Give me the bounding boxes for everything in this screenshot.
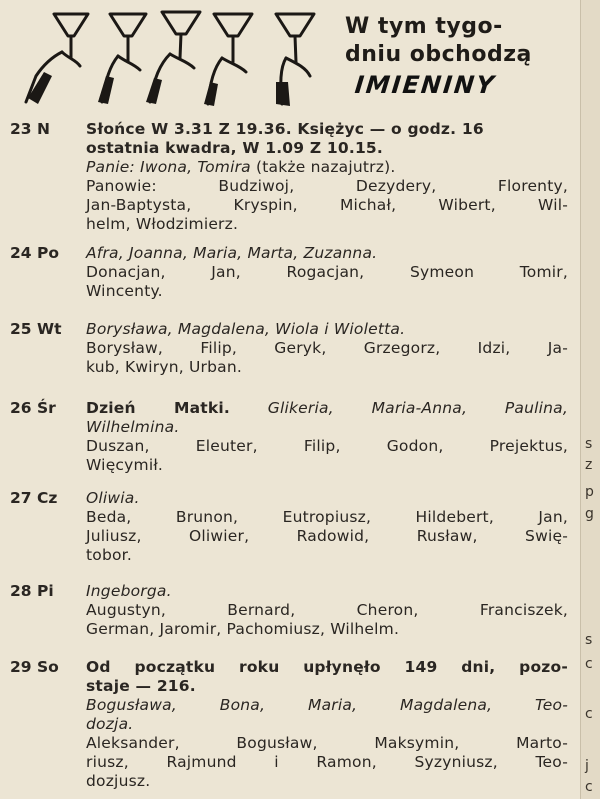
entry-line <box>86 215 568 234</box>
entry-text: dozjusz. <box>86 772 151 790</box>
entry-line <box>86 582 568 601</box>
entry-line <box>86 120 568 139</box>
day-label: 23 N <box>10 120 50 138</box>
header-line-1: W tym tygo- <box>345 14 503 39</box>
entry-line <box>86 244 568 263</box>
day-label: 24 Po <box>10 244 59 262</box>
entry-line <box>86 546 568 565</box>
entry-line <box>86 734 568 753</box>
day-label: 28 Pi <box>10 582 54 600</box>
entry-line <box>86 358 568 377</box>
entry-text: Panie: Iwona, Tomira <box>86 158 251 176</box>
entry-line <box>86 696 568 715</box>
day-label: 27 Cz <box>10 489 58 507</box>
entry-text: Oliwia. <box>86 489 140 507</box>
entry-text: Słońce W 3.31 Z 19.36. Księżyc — o godz. 16 <box>86 120 484 138</box>
day-label: 26 Śr <box>10 399 56 417</box>
entry-line <box>86 177 568 196</box>
entry-line <box>86 489 568 508</box>
entry-text: Borysława, Magdalena, Wiola i Wioletta. <box>86 320 406 338</box>
entry-text: staje — 216. <box>86 677 196 695</box>
entry-text: Dzień Matki. <box>86 399 230 417</box>
entry-line <box>86 320 568 339</box>
adjacent-column-edge <box>580 0 600 799</box>
entry-line <box>86 399 568 418</box>
entry-text: Bogusława, Bona, Maria, Magdalena, Teo- <box>86 696 568 714</box>
entry-line <box>86 601 568 620</box>
adjacent-column-letter: c <box>585 779 593 795</box>
entry-text: kub, Kwiryn, Urban. <box>86 358 242 376</box>
entry-line <box>86 437 568 456</box>
entry-text: helm, Włodzimierz. <box>86 215 239 233</box>
day-entry <box>10 399 570 475</box>
entry-text: Donacjan, Jan, Rogacjan, Symeon Tomir, <box>86 263 568 281</box>
entry-text: Od początku roku upłynęło 149 dni, pozo- <box>86 658 568 676</box>
entry-text: Beda, Brunon, Eutropiusz, Hildebert, Jan, <box>86 508 568 526</box>
adjacent-column-letter: j <box>585 758 589 774</box>
entry-line <box>86 658 568 677</box>
entry-text: Panowie: Budziwoj, Dezydery, Florenty, <box>86 177 568 195</box>
adjacent-column-letter: p <box>585 484 594 500</box>
entry-line <box>86 620 568 639</box>
entry-line <box>86 456 568 475</box>
entry-text: riusz, Rajmund i Ramon, Syzyniusz, Teo- <box>86 753 568 771</box>
entry-text: Duszan, Eleuter, Filip, Godon, Prejektus, <box>86 437 568 455</box>
entry-text: dozja. <box>86 715 134 733</box>
adjacent-column-letter: c <box>585 656 593 672</box>
adjacent-column-letter: c <box>585 706 593 722</box>
day-entry <box>10 120 570 234</box>
entry-line <box>86 753 568 772</box>
entry-text: Ingeborga. <box>86 582 172 600</box>
day-entry <box>10 489 570 565</box>
entry-text: Jan-Baptysta, Kryspin, Michał, Wibert, Wil- <box>86 196 568 214</box>
entry-text: Juliusz, Oliwier, Radowid, Rusław, Swię- <box>86 527 568 545</box>
entry-line <box>86 418 568 437</box>
entry-line <box>86 158 568 177</box>
entry-text: ostatnia kwadra, W 1.09 Z 10.15. <box>86 139 384 157</box>
entry-line <box>86 196 568 215</box>
adjacent-column-letter: z <box>585 457 593 473</box>
entry-line <box>86 339 568 358</box>
entry-text: Wilhelmina. <box>86 418 180 436</box>
entry-text: German, Jaromir, Pachomiusz, Wilhelm. <box>86 620 400 638</box>
day-label: 25 Wt <box>10 320 62 338</box>
entry-text: Augustyn, Bernard, Cheron, Franciszek, <box>86 601 568 619</box>
entry-text: Borysław, Filip, Geryk, Grzegorz, Idzi, Ja- <box>86 339 568 357</box>
entry-line <box>86 263 568 282</box>
day-entry <box>10 658 570 791</box>
day-entry <box>10 582 570 639</box>
entry-text: Wincenty. <box>86 282 163 300</box>
entry-line <box>86 527 568 546</box>
entry-text: Glikeria, Maria-Anna, Paulina, <box>230 399 568 417</box>
entry-text: Afra, Joanna, Maria, Marta, Zuzanna. <box>86 244 378 262</box>
entry-line <box>86 715 568 734</box>
entry-line <box>86 282 568 301</box>
entry-text: tobor. <box>86 546 132 564</box>
entry-line <box>86 772 568 791</box>
adjacent-column-letter: g <box>585 506 594 522</box>
adjacent-column-letter: s <box>585 632 593 648</box>
raised-glasses-illustration <box>14 6 334 110</box>
header-title-imieniny: IMIENINY <box>353 71 498 99</box>
header-line-2: dniu obchodzą <box>345 42 532 67</box>
entry-line <box>86 677 568 696</box>
entry-line <box>86 139 568 158</box>
day-entry <box>10 244 570 301</box>
entry-text: (także nazajutrz). <box>250 158 396 176</box>
entry-line <box>86 508 568 527</box>
entry-text: Więcymił. <box>86 456 164 474</box>
day-entry <box>10 320 570 377</box>
day-label: 29 So <box>10 658 59 676</box>
adjacent-column-letter: s <box>585 436 593 452</box>
entry-text: Aleksander, Bogusław, Maksymin, Marto- <box>86 734 568 752</box>
